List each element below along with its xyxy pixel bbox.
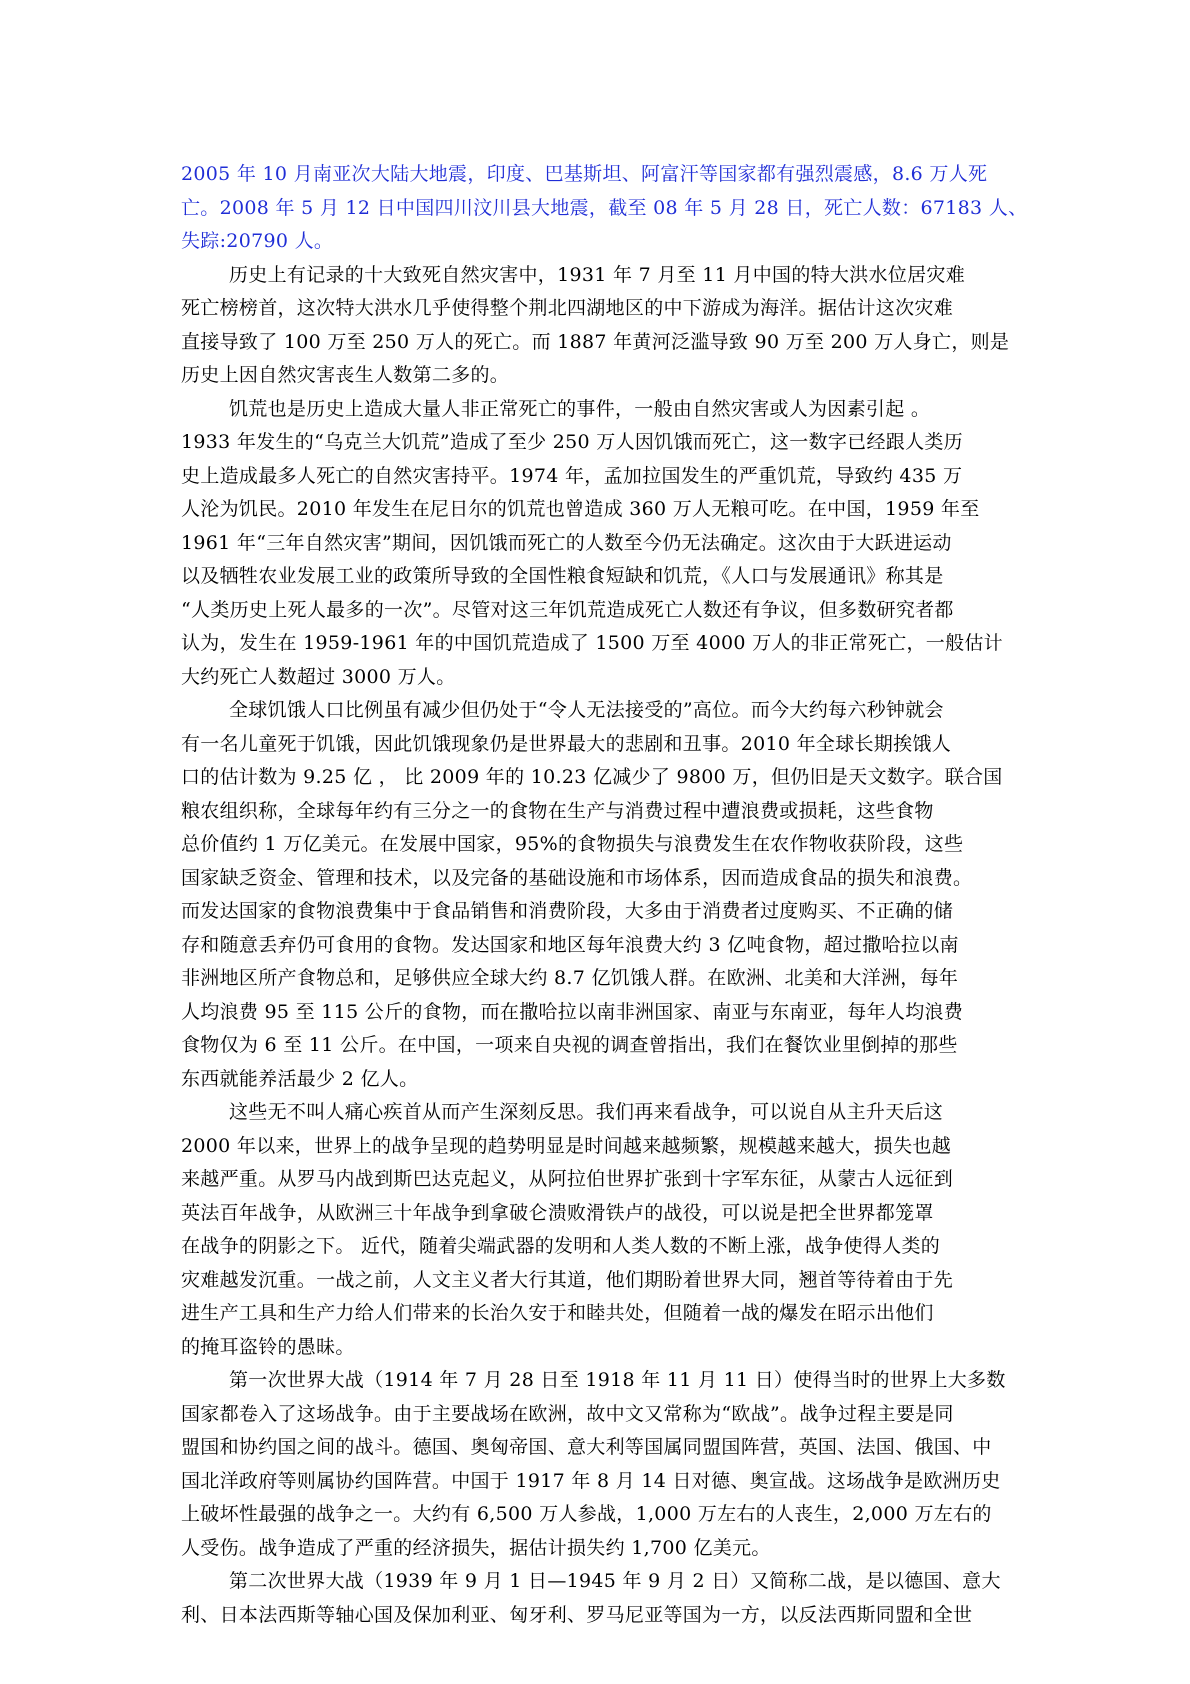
text-line: 在战争的阴影之下。 近代，随着尖端武器的发明和人类人数的不断上涨，战争使得人类的 (181, 1235, 941, 1257)
text-line: 人均浪费 95 至 115 公斤的食物，而在撒哈拉以南非洲国家、南亚与东南亚，每年人均浪费 (181, 1000, 964, 1023)
text-line: 人受伤。战争造成了严重的经济损失，据估计损失约 1,700 亿美元。 (181, 1536, 771, 1559)
text-line: 第二次世界大战（1939 年 9 月 1 日—1945 年 9 月 2 日）又简称二战，是以德国、意大 (229, 1570, 1001, 1592)
text-line: 2000 年以来，世界上的战争呈现的趋势明显是时间越来越频繁，规模越来越大，损失也越 (181, 1134, 951, 1157)
text-line: 失踪:20790 人。 (181, 230, 334, 252)
text-line: 英法百年战争，从欧洲三十年战争到拿破仑溃败滑铁卢的战役，可以说是把全世界都笼罩 (181, 1201, 934, 1224)
text-line: 国家缺乏资金、管理和技术，以及完备的基础设施和市场体系，因而造成食品的损失和浪费。 (181, 866, 973, 889)
text-line: 1961 年“三年自然灾害”期间，因饥饿而死亡的人数至今仍无法确定。这次由于大跃进运动 (181, 531, 952, 554)
text-line: 进生产工具和生产力给人们带来的长治久安于和睦共处，但随着一战的爆发在昭示出他们 (181, 1302, 934, 1324)
text-line: 食物仅为 6 至 11 公斤。在中国，一项来自央视的调查曾指出，我们在餐饮业里倒掉的那些 (181, 1034, 958, 1056)
text-line: 国家都卷入了这场战争。由于主要战场在欧洲，故中文又常称为“欧战”。战争过程主要是同 (181, 1402, 954, 1425)
paragraph (181, 694, 1023, 1096)
text-line: 人沦为饥民。2010 年发生在尼日尔的饥荒也曾造成 360 万人无粮可吃。在中国，1959 年至 (181, 498, 980, 520)
text-line: 全球饥饿人口比例虽有减少但仍处于“令人无法接受的”高位。而今大约每六秒钟就会 (229, 699, 944, 721)
text-line: 口的估计数为 9.25 亿 ， 比 2009 年的 10.23 亿减少了 9800 万，但仍旧是天文数字。联合国 (181, 766, 1003, 788)
text-line: 2005 年 10 月南亚次大陆大地震，印度、巴基斯坦、阿富汗等国家都有强烈震感，8.6 万人死 (181, 163, 988, 185)
text-line: 有一名儿童死于饥饿，因此饥饿现象仍是世界最大的悲剧和丑事。2010 年全球长期挨饿人 (181, 732, 951, 755)
text-line: 第一次世界大战（1914 年 7 月 28 日至 1918 年 11 月 11 日）使得当时的世界上大多数 (229, 1369, 1006, 1391)
paragraph (181, 259, 1023, 393)
text-line: 的掩耳盗铃的愚昧。 (181, 1335, 355, 1358)
document-body (181, 158, 1028, 1632)
text-line: 1933 年发生的“乌克兰大饥荒”造成了至少 250 万人因饥饿而死亡，这一数字已经跟人类历 (181, 431, 963, 453)
text-line: 粮农组织称，全球每年约有三分之一的食物在生产与消费过程中遭浪费或损耗，这些食物 (181, 799, 934, 822)
paragraph (181, 1364, 1023, 1565)
text-line: 历史上因自然灾害丧生人数第二多的。 (181, 364, 510, 386)
text-line: 非洲地区所产食物总和，足够供应全球大约 8.7 亿饥饿人群。在欧洲、北美和大洋洲，每年 (181, 967, 959, 989)
text-line: 来越严重。从罗马内战到斯巴达克起义，从阿拉伯世界扩张到十字军东征，从蒙古人远征到 (181, 1168, 954, 1190)
paragraph (181, 158, 1028, 259)
text-line: 东西就能养活最少 2 亿人。 (181, 1067, 419, 1090)
text-line: 史上造成最多人死亡的自然灾害持平。1974 年，孟加拉国发生的严重饥荒，导致约 435 万 (181, 464, 963, 487)
text-line: 历史上有记录的十大致死自然灾害中，1931 年 7 月至 11 月中国的特大洪水位居灾难 (229, 263, 966, 286)
text-line: 认为，发生在 1959-1961 年的中国饥荒造成了 1500 万至 4000 万人的非正常死亡，一般估计 (181, 632, 1003, 654)
paragraph (181, 1096, 1023, 1364)
text-line: 以及牺牲农业发展工业的政策所导致的全国性粮食短缺和饥荒，《人口与发展通讯》称其是 (181, 565, 944, 587)
text-line: 死亡榜榜首，这次特大洪水几乎使得整个荆北四湖地区的中下游成为海洋。据估计这次灾难 (181, 297, 954, 319)
text-line: 而发达国家的食物浪费集中于食品销售和消费阶段，大多由于消费者过度购买、不正确的储 (181, 900, 954, 922)
text-line: 利、日本法西斯等轴心国及保加利亚、匈牙利、罗马尼亚等国为一方，以反法西斯同盟和全世 (181, 1603, 973, 1626)
text-line: 盟国和协约国之间的战斗。德国、奥匈帝国、意大利等国属同盟国阵营，英国、法国、俄国、中 (181, 1436, 992, 1458)
paragraph (181, 393, 1023, 695)
text-line: 大约死亡人数超过 3000 万人。 (181, 665, 456, 688)
text-line: 国北洋政府等则属协约国阵营。中国于 1917 年 8 月 14 日对德、奥宣战。这场战争是欧洲历史 (181, 1469, 1001, 1492)
paragraph (181, 1565, 1023, 1632)
text-line: “人类历史上死人最多的一次”。尽管对这三年饥荒造成死亡人数还有争议，但多数研究者都 (181, 598, 954, 621)
text-line: 灾难越发沉重。一战之前，人文主义者大行其道，他们期盼着世界大同，翘首等待着由于先 (181, 1268, 954, 1291)
text-line: 直接导致了 100 万至 250 万人的死亡。而 1887 年黄河泛滥导致 90 万至 200 万人身亡，则是 (181, 330, 1010, 353)
text-line: 饥荒也是历史上造成大量人非正常死亡的事件，一般由自然灾害或人为因素引起 。 (229, 397, 931, 420)
text-line: 总价值约 1 万亿美元。在发展中国家，95%的食物损失与浪费发生在农作物收获阶段，这些 (181, 833, 964, 855)
text-line: 亡。2008 年 5 月 12 日中国四川汶川县大地震，截至 08 年 5 月 28 日，死亡人数：67183 人、 (181, 196, 1028, 219)
text-line: 存和随意丢弃仍可食用的食物。发达国家和地区每年浪费大约 3 亿吨食物，超过撒哈拉以南 (181, 933, 959, 956)
text-line: 这些无不叫人痛心疾首从而产生深刻反思。我们再来看战争，可以说自从主升天后这 (229, 1101, 944, 1123)
text-line: 上破坏性最强的战争之一。大约有 6,500 万人参战，1,000 万左右的人丧生，2,000 万左右的 (181, 1503, 992, 1525)
